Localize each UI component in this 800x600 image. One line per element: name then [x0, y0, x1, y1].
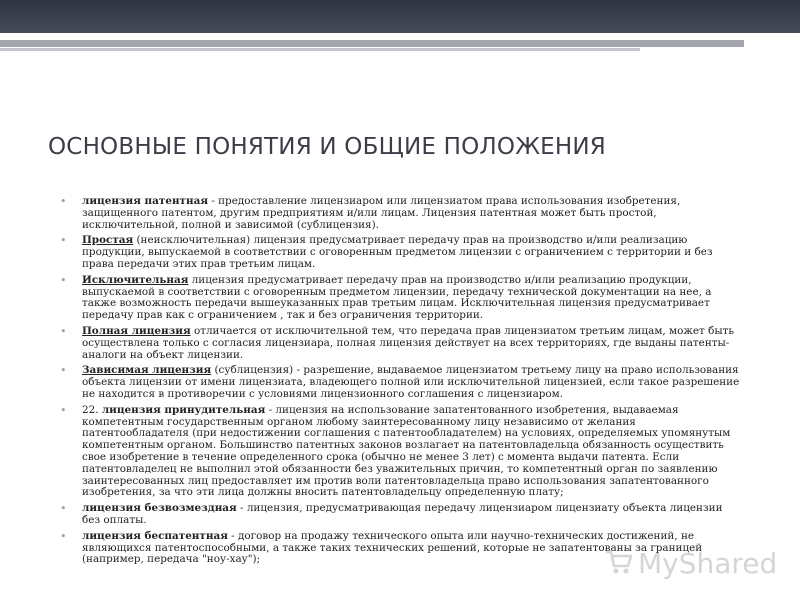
list-item [60, 405, 740, 499]
list-item [60, 235, 740, 270]
content-list [60, 196, 740, 570]
bullet-icon: • [60, 529, 67, 543]
definition: - лицензия на использование запатентованного изобретения, выдаваемая компетентным государственным органом любому заинтересованному лицу независимо от желания патентообладателя (при недостижении соглашения с патентообладателем) на условиях, определяемых упомянутым компетентным органом. Большинство патентных законов возлагает на патентовладельца обязанность осуществить свое изобретение в течение определенного срока (обычно не менее 3 лет) с момента выдачи патента. Если патентовладелец не выполнил этой обязанности без уважительных причин, то компетентный орган по заявлению заинтересованных лиц предоставляет им против воли патентовладельца право использования запатентованного изобретения, за что эти лица должны вносить патентовладельцу определенную плату; [82, 403, 731, 499]
definition: - предоставление лицензиаром или лицензиатом права использования изобретения, защищенного патентом, другим предприятиям и/или лицам. Лицензия патентная может быть простой, исключительной, полной и зависимой (сублицензия). [82, 195, 681, 231]
list-item [60, 196, 740, 231]
list-item [60, 326, 740, 361]
slide-title: ОСНОВНЫЕ ПОНЯТИЯ И ОБЩИЕ ПОЛОЖЕНИЯ [48, 134, 606, 160]
term: лицензия принудительная [101, 403, 266, 416]
bullet-icon: • [60, 364, 67, 378]
bullet-icon: • [60, 234, 67, 248]
watermark [604, 546, 777, 580]
top-decor-band [0, 0, 800, 33]
definition: отличается от исключительной тем, что передача прав лицензиатом третьим лицам, может быть осуществлена только с согласия лицензиара, полная лицензия действует на всех территориях, где выданы патенты-аналоги на объект лицензии. [82, 324, 735, 361]
top-decor-line-thin [0, 48, 640, 51]
term: лицензия патентная [82, 195, 209, 207]
term: лицензия беспатентная [82, 529, 228, 542]
bullet-icon: • [60, 324, 67, 338]
definition: (неисключительная) лицензия предусматривает передачу прав на производство и/или реализацию продукции, выпускаемой в соответствии с оговоренным предметом лицензии с ограничением с территории и без права передачи этих прав третьим лицам. [82, 234, 713, 270]
list-item [60, 275, 740, 322]
definition: (сублицензия) - разрешение, выдаваемое лицензиатом третьему лицу на право использования объекта лицензии от имени лицензиата, владеющего полной или исключительной лицензией, если такое разрешение не находится в противоречии с условиями лицензионного соглашения с лицензиаром. [82, 364, 740, 400]
definition: лицензия предусматривает передачу прав на производство и/или реализацию продукции, выпускаемой в соответствии с оговоренным предметом лицензии, передачу технической документации на нее, а также возможность передачи вышеуказанных прав третьим лицам. Исключительная лицензия предусматривает передачу прав как с ограничением , так и без ограничения территории. [82, 273, 712, 322]
bullet-icon: • [60, 273, 67, 287]
term: Простая [82, 234, 134, 247]
definition: - лицензия, предусматривающая передачу лицензиаром лицензиату объекта лицензии без оплаты. [82, 502, 723, 526]
watermark-text: MyShared [638, 546, 778, 580]
bullet-icon: • [60, 195, 67, 208]
term: лицензия безвозмездная [82, 502, 237, 515]
list-item [60, 365, 740, 400]
bullet-icon: • [60, 502, 67, 516]
bullet-icon: • [60, 403, 67, 417]
definition: - договор на продажу технического опыта или научно-технических достижений, не являющихся патентоспособными, а также таких технических решений, которые не запатентованы за границей (например, передача "ноу-хау"); [82, 529, 703, 566]
term: Исключительная [82, 273, 189, 286]
term: Полная лицензия [82, 324, 191, 337]
term: Зависимая лицензия [82, 364, 212, 377]
cart-icon [604, 546, 634, 580]
item-number: 22. [82, 403, 102, 416]
list-item [60, 503, 740, 527]
top-decor-line [0, 40, 744, 47]
